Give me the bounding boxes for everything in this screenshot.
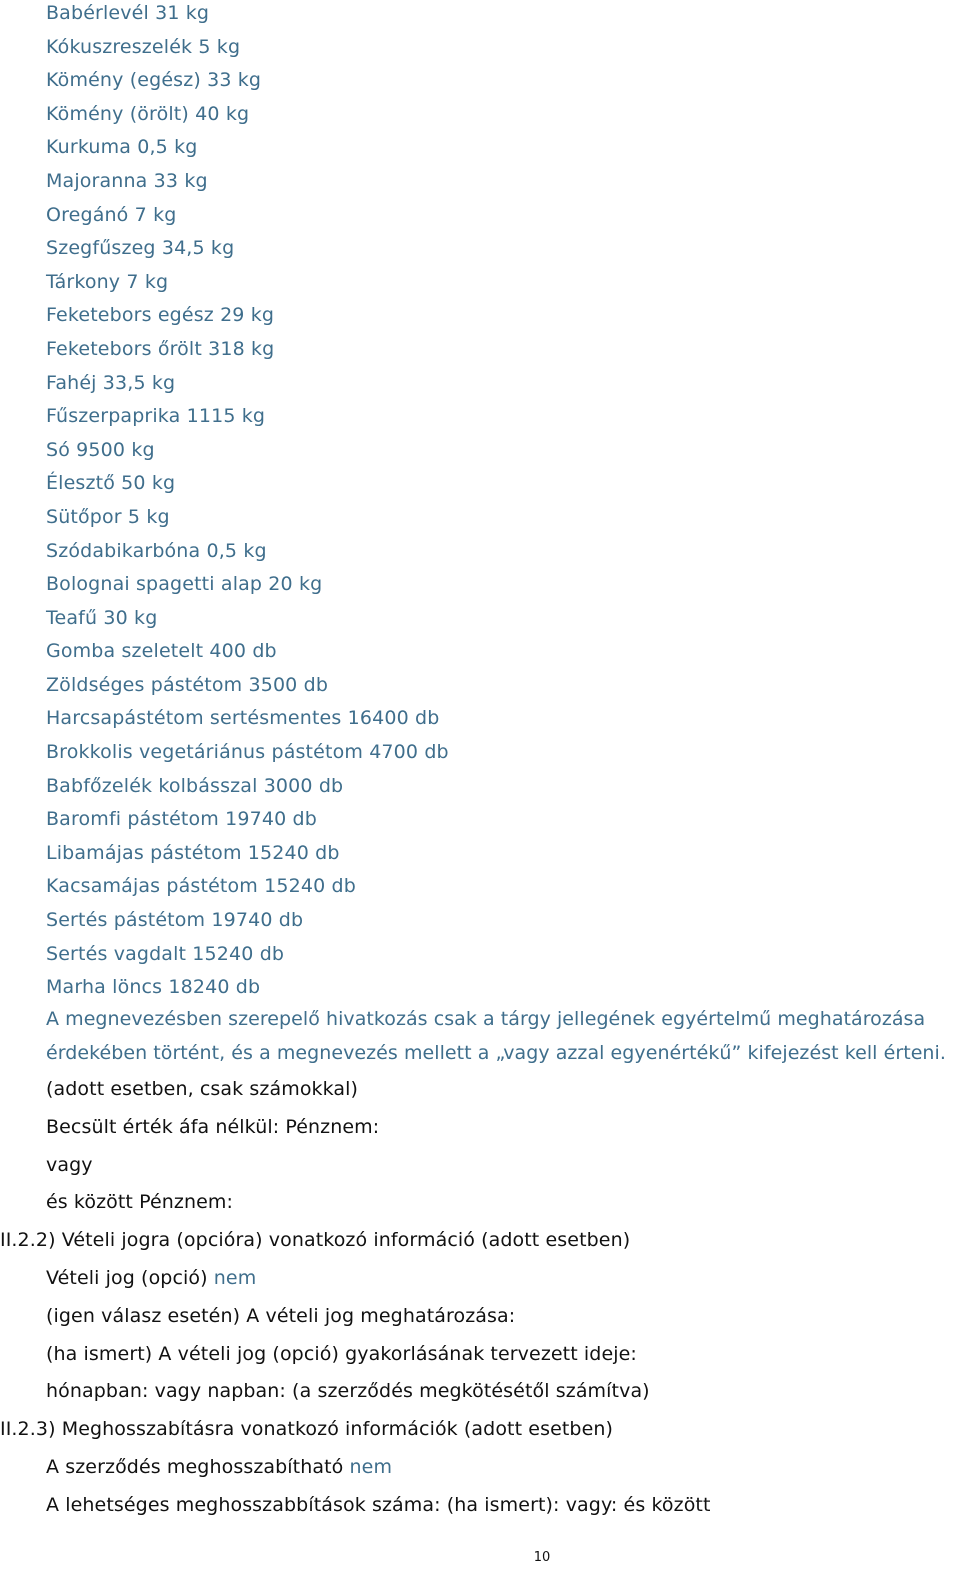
between-currency-label: és között Pénznem: [46, 1191, 234, 1214]
list-item: Oregánó 7 kg [46, 203, 177, 226]
item-list [46, 0, 956, 1008]
list-item: Marha löncs 18240 db [46, 976, 261, 999]
option-definition-label: (igen válasz esetén) A vételi jog meghatározása: [46, 1304, 516, 1327]
extension-answer: nem [349, 1455, 393, 1478]
option-label: Vételi jog (opció) [46, 1266, 208, 1289]
list-item: Kömény (örölt) 40 kg [46, 102, 250, 125]
list-item: Feketebors őrölt 318 kg [46, 337, 275, 360]
list-item: Brokkolis vegetáriánus pástétom 4700 db [46, 741, 449, 764]
list-item: Libamájas pástétom 15240 db [46, 841, 340, 864]
list-item: Zöldséges pástétom 3500 db [46, 673, 329, 696]
form-fields [0, 1071, 960, 1525]
list-item: Fűszerpaprika 1115 kg [46, 405, 266, 428]
list-item: Bolognai spagetti alap 20 kg [46, 573, 323, 596]
list-item: Gomba szeletelt 400 db [46, 640, 277, 663]
list-item: Só 9500 kg [46, 438, 155, 461]
list-item: Szegfűszeg 34,5 kg [46, 237, 235, 260]
option-field [0, 1260, 960, 1298]
list-item: Kókuszreszelék 5 kg [46, 35, 241, 58]
list-item: Babfőzelék kolbásszal 3000 db [46, 774, 344, 797]
list-item: Fahéj 33,5 kg [46, 371, 176, 394]
list-item: Szódabikarbóna 0,5 kg [46, 539, 267, 562]
list-item: Tárkony 7 kg [46, 270, 169, 293]
list-item: Feketebors egész 29 kg [46, 304, 275, 327]
list-item: Teafű 30 kg [46, 606, 158, 629]
extension-section-heading: II.2.3) Meghosszabításra vonatkozó információk (adott esetben) [0, 1418, 614, 1441]
list-item: Kömény (egész) 33 kg [46, 69, 262, 92]
list-item: Harcsapástétom sertésmentes 16400 db [46, 707, 440, 730]
list-item: Babérlevél 31 kg [46, 2, 210, 24]
or-label: vagy [46, 1153, 93, 1176]
list-item: Sertés vagdalt 15240 db [46, 942, 285, 965]
list-item: Élesztő 50 kg [46, 472, 176, 495]
list-item: Majoranna 33 kg [46, 169, 208, 192]
option-timing-label: (ha ismert) A vételi jog (opció) gyakorlásának tervezett ideje: [46, 1342, 637, 1365]
list-item: Sertés pástétom 19740 db [46, 909, 304, 932]
list-item: Sütőpor 5 kg [46, 505, 170, 528]
list-item: Baromfi pástétom 19740 db [46, 808, 317, 831]
list-item: Kacsamájas pástétom 15240 db [46, 875, 356, 898]
page-number: 10 [533, 1550, 551, 1565]
option-section-heading: II.2.2) Vételi jogra (opcióra) vonatkozó információ (adott esetben) [0, 1229, 631, 1252]
extension-field [0, 1449, 960, 1487]
option-answer: nem [213, 1266, 257, 1289]
numbers-only-hint: (adott esetben, csak számokkal) [46, 1078, 359, 1100]
extension-label: A szerződés meghosszabítható [46, 1455, 344, 1478]
extension-count-label: A lehetséges meghosszabbítások száma: (ha ismert): vagy: és között [46, 1493, 711, 1516]
option-period-label: hónapban: vagy napban: (a szerződés megkötésétől számítva) [46, 1380, 650, 1403]
equivalence-note: A megnevezésben szerepelő hivatkozás csak a tárgy jellegének egyértelmű meghatározása érdekében történt, és a megnevezés mellett a „vagy azzal egyenértékű” kifejezést kell érteni. [46, 1008, 946, 1064]
estimated-value-label: Becsült érték áfa nélkül: Pénznem: [46, 1115, 380, 1138]
list-item: Kurkuma 0,5 kg [46, 136, 198, 159]
